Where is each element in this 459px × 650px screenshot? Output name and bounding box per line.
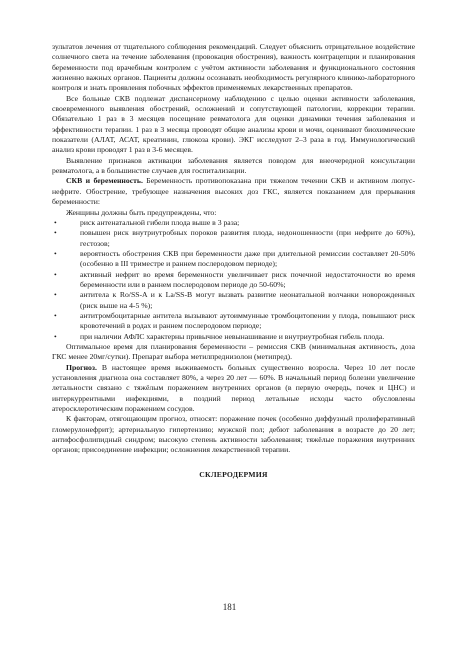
bullet-icon: • — [54, 217, 57, 227]
prognosis-heading: Прогноз. — [66, 362, 97, 372]
bullet-icon: • — [54, 228, 57, 238]
list-item: • риск антенатальной гибели плода выше в 3 раза; — [54, 217, 240, 227]
prognosis-text: В настоящее время выживаемость больных существенно возросла. Через 10 лет после установления диагноза она составляет 80%, а через 20 лет — 60%. В начальный период болезни увеличение летальности связано с тяжёлым поражением внутренних органов (в первую очередь, почек и ЦНС) и интеркуррентными инфекциями, в поздний период летальные исходы часто обусловлены атеросклеротическим поражением сосудов. — [52, 362, 415, 414]
list-item: • антитела к Ro/SS-A и к La/SS-B могут вызвать развитие неонатальной волчанки новорожденных (риск выше на 4-5 %); — [54, 290, 415, 310]
paragraph-intro-continuation: зультатов лечения от тщательного соблюдения рекомендаций. Следует объяснить отрицательное воздействие солнечного света на течение заболевания (провокация обострения), важность контрацепции и планирования беременности под врачебным контролем с учётом активности заболевания и функционального состояния жизненно важных органов. Пациенты должны осознавать необходимость регулярного клинико-лабораторного контроля и знать проявления побочных эффектов применяемых лекарственных препаратов. — [52, 42, 415, 93]
paragraph-pregnancy — [52, 176, 415, 207]
list-item: • активный нефрит во время беременности увеличивает риск почечной недостаточности во время беременности или в раннем послеродовом периоде до 50-60%; — [54, 269, 415, 289]
section-heading: СКЛЕРОДЕРМИЯ — [199, 469, 268, 479]
paragraph-prognosis — [52, 363, 415, 415]
bullet-icon: • — [54, 310, 57, 320]
list-item: • при наличии АФЛС характерны привычное невынашивание и внутриутробная гибель плода. — [54, 331, 385, 341]
list-item: • вероятность обострения СКВ при беременности даже при длительной ремиссии составляет 20-50% (особенно в III триместре и раннем послеродовом периоде); — [54, 248, 415, 269]
paragraph-risk-factors: К факторам, отягощающим прогноз, относят: поражение почек (особенно диффузный пролиферативный гломерулонефрит); артериальную гипертензию; мужской пол; дебют заболевания в возрасте до 20 лет; антифосфолипидный синдром; высокую степень активности заболевания; тяжёлые поражения внутренних органов; присоединение инфекции; осложнения лекарственной терапии. — [52, 414, 415, 455]
bullet-icon: • — [54, 290, 57, 300]
page-number: 181 — [222, 602, 237, 612]
paragraph-warning-intro: Женщины должны быть предупреждены, что: — [66, 207, 217, 217]
list-item: • повышен риск внутриутробных пороков развития плода, недоношенности (при нефрите до 60%), гестозов; — [54, 228, 415, 248]
bullet-icon: • — [54, 269, 57, 279]
pregnancy-heading: СКВ и беременность. — [66, 176, 143, 186]
bullet-icon: • — [54, 331, 57, 341]
paragraph-optimal-time: Оптимальное время для планирования беременности – ремиссия СКВ (минимальная активность, доза ГКС менее 20мг/сутки). Препарат выбора метилпреднизолон (метипред). — [52, 341, 415, 362]
paragraph-dispensary-observation: Все больные СКВ подлежат диспансерному наблюдению с целью оценки активности заболевания, своевременного выявления обострений, осложнений и сопутствующей патологии, коррекции терапии. Обязательно 1 раз в 3 месяцев посещение ревматолога для оценки динамики течения заболевания и эффективности терапии. 1 раз в 3 месяца проводят общие анализы крови и мочи, оценивают биохимические показатели (АЛАТ, АСАТ, креатинин, глюкоза крови). ЭКГ исследуют 2–3 раза в год. Иммунологический анализ крови проводят 1 раз в 3-6 месяцев. — [52, 93, 415, 155]
pregnancy-risk-list — [52, 218, 415, 342]
bullet-icon: • — [54, 248, 57, 258]
pregnancy-text: Беременность противопоказана при тяжелом течении СКВ и активном люпус-нефрите. Обострение, требующее назначения высоких доз ГКС, является показанием для прерывания беременности: — [52, 176, 415, 207]
list-item: • антитромбоцитарные антитела вызывают аутоиммунные тромбоцитопении у плода, повышают риск кровотечений в родах и раннем послеродовом периоде; — [54, 310, 415, 331]
paragraph-activation-signs: Выявление признаков активации заболевания является поводом для внеочередной консультации ревматолога, а в большинстве случаев для госпитализации. — [52, 155, 415, 176]
